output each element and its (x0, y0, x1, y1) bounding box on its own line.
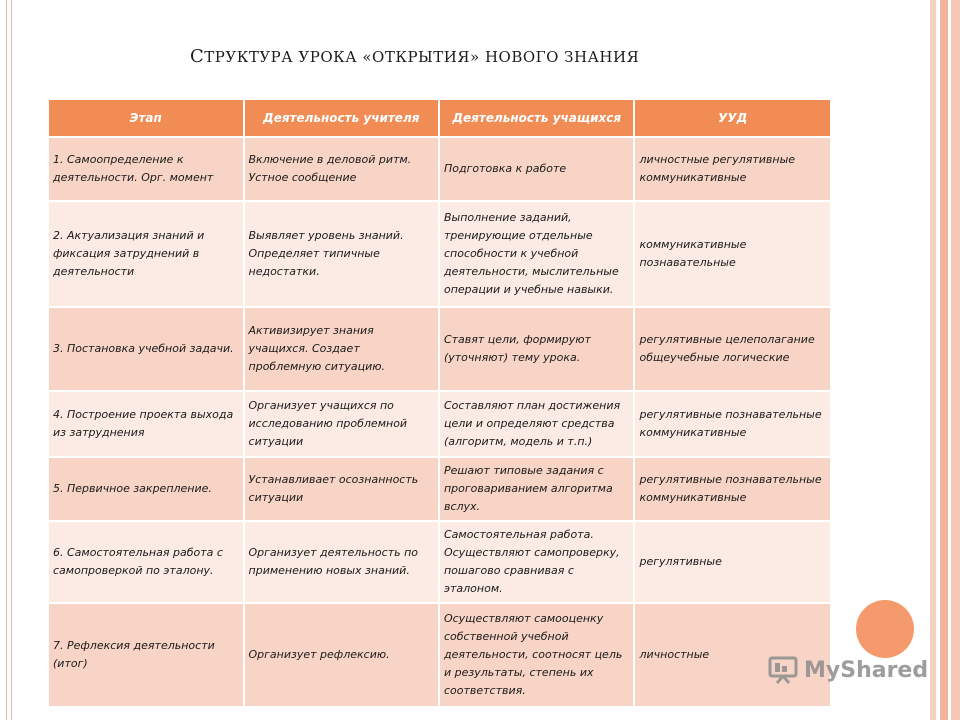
watermark (768, 655, 928, 685)
header-students: Деятельность учащихся (440, 100, 634, 136)
cell-stage: 2. Актуализация знаний и фиксация затруднений в деятельности (49, 202, 243, 306)
table-row (49, 308, 830, 390)
cell-students: Подготовка к работе (440, 138, 634, 200)
header-uud: УУД (635, 100, 830, 136)
table-row (49, 202, 830, 306)
watermark-text: MyShared (804, 657, 929, 683)
left-frame-line (6, 0, 12, 720)
cell-teacher: Активизирует знания учащихся. Создает проблемную ситуацию. (245, 308, 438, 390)
cell-students: Ставят цели, формируют (уточняют) тему урока. (440, 308, 634, 390)
presentation-icon (768, 655, 798, 685)
cell-uud: регулятивные (635, 522, 830, 602)
cell-stage: 3. Постановка учебной задачи. (49, 308, 243, 390)
cell-uud: регулятивные целеполагание общеучебные логические (635, 308, 830, 390)
decorative-orange-circle (856, 600, 914, 658)
cell-students: Выполнение заданий, тренирующие отдельные способности к учебной деятельности, мыслительные операции и учебные навыки. (440, 202, 634, 306)
cell-uud: регулятивные познавательные коммуникативные (635, 392, 830, 456)
cell-students: Самостоятельная работа. Осуществляют самопроверку, пошагово сравнивая с эталоном. (440, 522, 634, 602)
right-decorative-stripes (930, 0, 960, 720)
table-row (49, 392, 830, 456)
table-row (49, 604, 830, 706)
cell-stage: 4. Построение проекта выхода из затруднения (49, 392, 243, 456)
cell-uud: личностные регулятивные коммуникативные (635, 138, 830, 200)
cell-stage: 7. Рефлексия деятельности (итог) (49, 604, 243, 706)
cell-teacher: Организует учащихся по исследованию проблемной ситуации (245, 392, 438, 456)
lesson-structure-table (47, 98, 832, 708)
table-row (49, 138, 830, 200)
title-initial: С (190, 46, 205, 67)
cell-teacher: Устанавливает осознанность ситуации (245, 458, 438, 520)
cell-stage: 5. Первичное закрепление. (49, 458, 243, 520)
cell-students: Составляют план достижения цели и определяют средства (алгоритм, модель и т.п.) (440, 392, 634, 456)
cell-teacher: Организует деятельность по применению новых знаний. (245, 522, 438, 602)
cell-stage: 6. Самостоятельная работа с самопроверкой по эталону. (49, 522, 243, 602)
header-teacher: Деятельность учителя (245, 100, 438, 136)
cell-students: Решают типовые задания с проговариванием алгоритма вслух. (440, 458, 634, 520)
cell-students: Осуществляют самооценку собственной учебной деятельности, соотносят цель и результаты, степень их соответствия. (440, 604, 634, 706)
title-rest: ТРУКТУРА УРОКА «ОТКРЫТИЯ» НОВОГО ЗНАНИЯ (204, 48, 640, 66)
slide-title (190, 46, 639, 67)
cell-teacher: Организует рефлексию. (245, 604, 438, 706)
table-row (49, 458, 830, 520)
header-stage: Этап (49, 100, 243, 136)
cell-teacher: Включение в деловой ритм. Устное сообщение (245, 138, 438, 200)
cell-teacher: Выявляет уровень знаний. Определяет типичные недостатки. (245, 202, 438, 306)
cell-uud: коммуникативные познавательные (635, 202, 830, 306)
cell-stage: 1. Самоопределение к деятельности. Орг. момент (49, 138, 243, 200)
table-row (49, 522, 830, 602)
cell-uud: регулятивные познавательные коммуникативные (635, 458, 830, 520)
cell-uud: личностные (635, 604, 830, 706)
table-header-row (49, 100, 830, 136)
